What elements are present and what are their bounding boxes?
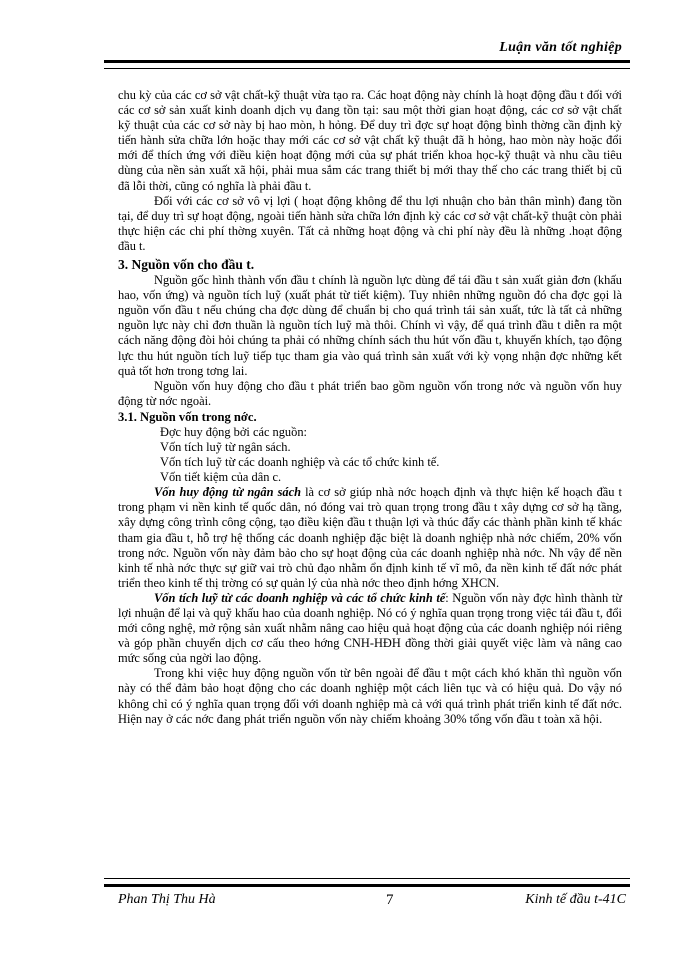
- header-rule: [104, 60, 630, 69]
- list-item: Vốn tích luỹ từ ngân sách.: [160, 439, 291, 454]
- paragraph-7-text: : Nguồn vốn này đợc hình thành từ lợi nhuận để lại và quỹ khấu hao của doanh nghiệp. Nó có ý nghĩa quan trọng trong việc tái đầu t, đổi mới công nghệ, mở rộng sản xuất nhằm nâng cao hiệu quả hoạt động của các doanh nghiệp nói riêng và góp phần chuyển dịch cơ cấu theo hớng CNH-HĐH đồng thời giải quyết việc làm và nâng cao mức sống của ngời lao động.: [118, 590, 622, 666]
- list-item: Vốn tích luỹ từ các doanh nghiệp và các tổ chức kinh tế.: [160, 455, 440, 470]
- list-item: Vốn tiết kiệm của dân c.: [160, 470, 282, 485]
- paragraph-4: Nguồn vốn huy động cho đầu t phát triển bao gồm nguồn vốn trong nớc và nguồn vốn huy động từ nớc ngoài.: [118, 378, 622, 408]
- footer-author: Phan Thị Thu Hà: [118, 892, 216, 907]
- emphasis-term: Vốn tích luỹ từ các doanh nghiệp và các tổ chức kinh tế: [154, 590, 446, 605]
- paragraph-6: [118, 485, 622, 591]
- emphasis-term: Vốn huy động từ ngân sách: [154, 485, 302, 500]
- paragraph-3: Nguồn gốc hình thành vốn đầu t chính là nguồn lực dùng để tái đầu t sản xuất giản đơn (khấu hao, vốn ứng) và nguồn tích luỹ (xuất phát từ tiết kiệm). Tuy nhiên những nguồn đó cha đợc gọi là nguồn vốn đầu t nếu chúng cha đợc dùng để chuẩn bị cho quá trình tái sản xuất, tức là tất cả những nguồn lực này chỉ đơn thuần là nguồn tích luỹ mà thôi. Chính vì vậy, để quá trình đầu t diễn ra một cách năng động đòi hỏi chúng ta phải có những chính sách thu hút vốn đầu t, khuyến khích, tạo động lực thu hút nguồn tích luỹ tiếp tục tham gia vào quá trình sản xuất với kỳ vọng nhận đợc những kết quả tốt hơn trong tơng lai.: [118, 273, 622, 378]
- page-body: [118, 88, 622, 727]
- header-title: Luận văn tốt nghiệp: [499, 40, 622, 55]
- section-heading-3: 3. Nguồn vốn cho đầu t.: [118, 257, 255, 273]
- paragraph-6-text: là cơ sở giúp nhà nớc hoạch định và thực hiện kế hoạch đầu t trong phạm vi nền kinh tế quốc dân, nó đóng vai trò quan trọng trong đầu t xây dựng cơ sở hạ tầng, xây dựng công trình công cộng, tạo điều kiện đầu t thuận lợi và thúc đẩy các thành phần kinh tế khác tham gia đầu t, hỗ trợ hệ thống các doanh nghiệp đặc biệt là doanh nghiệp nhà nớc chiếm, 20% vốn trong nớc. Nguồn vốn này đảm bảo cho sự hoạt động của các doanh nghiệp nhà nớc. Nh vậy để nền kinh tế nhà nớc thực sự giữ vai trò chủ đạo nhằm ổn định kinh tế vĩ mô, đa nền kinh tế đất nớc phát triển theo kinh tế thị trờng có sự quản lý của nhà nớc theo định hớng XHCN.: [118, 485, 623, 590]
- paragraph-7: [118, 591, 622, 666]
- paragraph-8: Trong khi việc huy động nguồn vốn từ bên ngoài để đầu t một cách khó khăn thì nguồn vốn này có thể đảm bảo hoạt động cho các doanh nghiệp một cách liên tục và có hiệu quả. Do vậy nó không chỉ có ý nghĩa quan trọng đối với doanh nghiệp mà cả với quá trình phát triển kinh tế đất nớc. Hiện nay ở các nớc đang phát triển nguồn vốn này chiếm khoảng 30% tổng vốn đầu t toàn xã hội.: [118, 666, 622, 726]
- paragraph-5: Đợc huy động bởi các nguồn:: [160, 424, 307, 439]
- paragraph-2: Đối với các cơ sở vô vị lợi ( hoạt động không để thu lợi nhuận cho bản thân mình) đang tồn tại, để duy trì sự hoạt động, ngoài tiến hành sửa chữa lớn định kỳ các cơ sở vật chất-kỹ thuật còn phải thực hiện các chi phí thờng xuyên. Tất cả những hoạt động và chi phí này đều là những .hoạt động đầu t.: [118, 193, 622, 253]
- paragraph-1: chu kỳ của các cơ sở vật chất-kỹ thuật vừa tạo ra. Các hoạt động này chính là hoạt động đầu t đối với các cơ sở sản xuất kinh doanh dịch vụ đang tồn tại: sau một thời gian hoạt động, các cơ sở vật chất kỹ thuật của các cơ sở này bị hao mòn, h hỏng. Để duy trì đợc sự hoạt động bình thờng cần định kỳ tiến hành sửa chữa lớn hoặc thay mới các cơ sở vật chất kỹ thuật đã h hỏng, hao mòn này hoặc đổi mới để thích ứng với điều kiện hoạt động mới của sự phát triển khoa học-kỹ thuật và nhu cầu tiêu dùng của nền sản xuất xã hội, phải mua sắm các trang thiết bị mới thay thế cho các trang thiết bị cũ đã lỗi thời, cũng có nghĩa là phải đầu t.: [118, 88, 622, 193]
- page-number: 7: [386, 892, 394, 908]
- subsection-heading-3-1: 3.1. Nguồn vốn trong nớc.: [118, 409, 257, 424]
- footer-rule: [104, 878, 630, 887]
- footer-class: Kinh tế đầu t-41C: [525, 892, 626, 907]
